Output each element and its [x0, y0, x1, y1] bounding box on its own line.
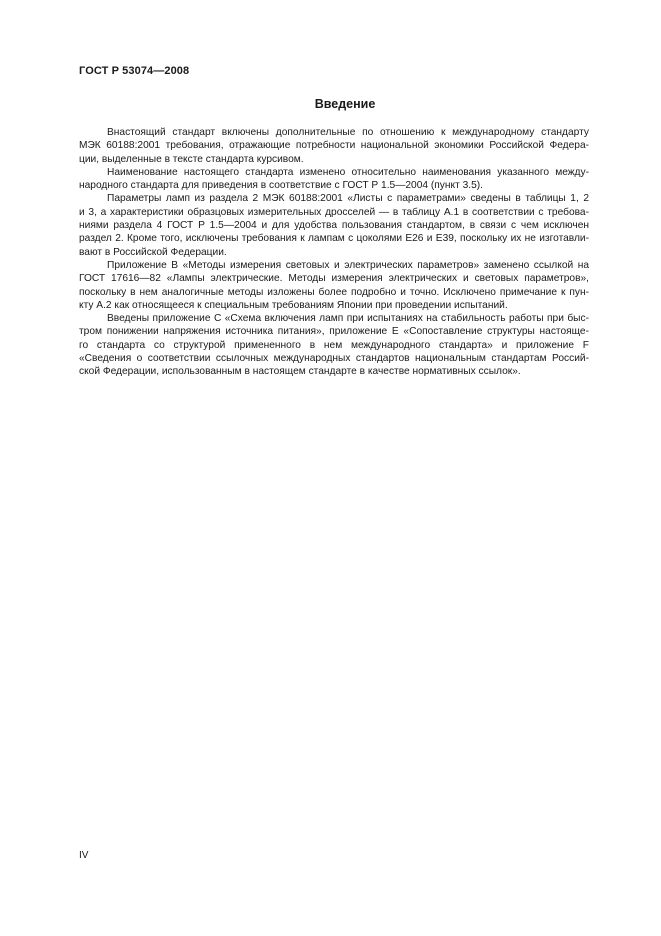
text-line: поскольку в нем аналогичные методы изложены более подробно и точно. Исключено примечание к пун- — [79, 286, 589, 298]
paragraph-new-appendices — [79, 312, 589, 378]
section-title: Введение — [314, 97, 376, 111]
paragraph-lamp-parameters — [79, 192, 589, 258]
text-line: раздел 2. Кроме того, исключены требования к лампам с цоколями Е26 и Е39, поскольку их не изготавли- — [79, 233, 589, 245]
text-line: и 3, а характеристики образцовых измерительных дросселей — в таблицу А.1 в соответствии с требова- — [79, 206, 589, 218]
text-line: «Сведения о соответствии ссылочных международных стандартов национальным стандартам Россий- — [79, 353, 589, 365]
text-line: МЭК 60188:2001 требования, отражающие потребности национальной экономики Российской Федера- — [79, 140, 589, 152]
text-line: ниями раздела 4 ГОСТ Р 1.5—2004 и для удобства пользования стандартом, в связи с чем исключен — [79, 220, 589, 232]
page-number: IV — [79, 850, 89, 861]
text-line: Наименование настоящего стандарта изменено относительно наименования указанного между- — [107, 166, 589, 178]
text-line: Введены приложение С «Схема включения ламп при испытаниях на стабильность работы при быс- — [107, 313, 589, 325]
paragraph-appendix-b — [79, 259, 589, 312]
document-code: ГОСТ Р 53074—2008 — [79, 65, 190, 77]
text-line: Приложение В «Методы измерения световых и электрических параметров» заменено ссылкой на — [107, 259, 589, 271]
text-line: народного стандарта для приведения в соответствие с ГОСТ Р 1.5—2004 (пункт 3.5). — [79, 180, 483, 192]
paragraph-title-change — [79, 166, 589, 193]
text-line: вают в Российской Федерации. — [79, 246, 227, 258]
text-line: ции, выделенные в тексте стандарта курсивом. — [79, 153, 304, 165]
text-line: го стандарта со структурой примененного в нем международного стандарта» и приложение F — [79, 339, 589, 351]
introduction-body — [79, 126, 589, 379]
text-line: Внастоящий стандарт включены дополнительные по отношению к международному стандарту — [107, 127, 589, 138]
paragraph-scope — [79, 126, 589, 166]
text-line: ГОСТ 17616—82 «Лампы электрические. Методы измерения электрических и световых параметров», — [79, 273, 589, 285]
text-line: кту А.2 как относящееся к специальным требованиям Японии при проведении испытаний. — [79, 299, 508, 311]
text-line: Параметры ламп из раздела 2 МЭК 60188:2001 «Листы с параметрами» сведены в таблицы 1, 2 — [107, 193, 589, 205]
text-line: ской Федерации, использованным в настоящем стандарте в качестве нормативных ссылок». — [79, 366, 521, 378]
text-line: тром понижении напряжения источника питания», приложение Е «Сопоставление структуры настояще- — [79, 326, 589, 338]
